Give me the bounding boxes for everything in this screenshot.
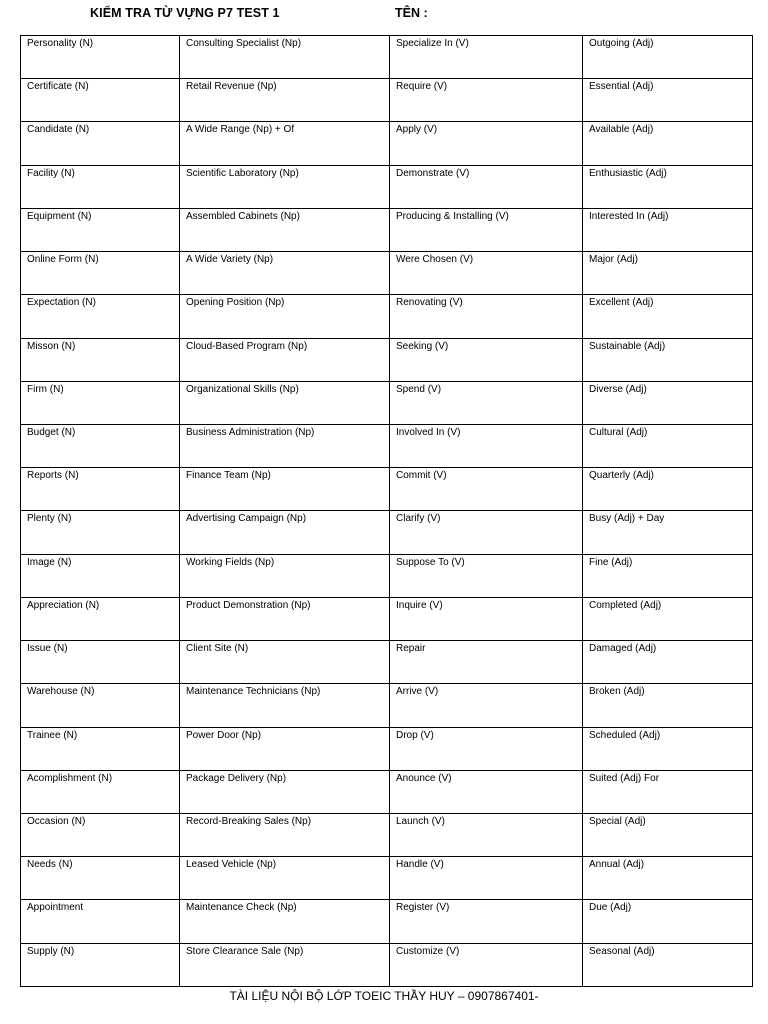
table-row: [21, 424, 753, 467]
vocab-cell-noun-phrase: A Wide Variety (Np): [180, 252, 390, 295]
vocab-cell-noun: Trainee (N): [21, 727, 180, 770]
vocab-cell-noun: Firm (N): [21, 381, 180, 424]
vocab-cell-adjective: Enthusiastic (Adj): [583, 165, 753, 208]
vocab-cell-adjective: Quarterly (Adj): [583, 468, 753, 511]
vocab-cell-adjective: Seasonal (Adj): [583, 943, 753, 986]
vocab-cell-noun: Appreciation (N): [21, 597, 180, 640]
vocab-cell-noun: Warehouse (N): [21, 684, 180, 727]
vocab-cell-verb: Spend (V): [390, 381, 583, 424]
vocab-cell-noun: Needs (N): [21, 857, 180, 900]
vocab-cell-adjective: Busy (Adj) + Day: [583, 511, 753, 554]
vocab-cell-adjective: Diverse (Adj): [583, 381, 753, 424]
vocab-cell-verb: Launch (V): [390, 813, 583, 856]
vocab-cell-noun: Acomplishment (N): [21, 770, 180, 813]
vocab-cell-noun-phrase: Finance Team (Np): [180, 468, 390, 511]
table-row: [21, 813, 753, 856]
vocab-cell-noun-phrase: Opening Position (Np): [180, 295, 390, 338]
vocab-cell-verb: Anounce (V): [390, 770, 583, 813]
vocabulary-table-body: [21, 36, 753, 987]
table-row: [21, 943, 753, 986]
table-row: [21, 684, 753, 727]
footer-text: TÀI LIỆU NỘI BỘ LỚP TOEIC THẦY HUY – 0907867401-: [229, 989, 539, 1003]
vocab-cell-adjective: Excellent (Adj): [583, 295, 753, 338]
vocab-cell-adjective: Cultural (Adj): [583, 424, 753, 467]
table-row: [21, 208, 753, 251]
vocab-cell-verb: Renovating (V): [390, 295, 583, 338]
vocab-cell-noun: Certificate (N): [21, 79, 180, 122]
table-row: [21, 511, 753, 554]
vocab-cell-noun-phrase: Assembled Cabinets (Np): [180, 208, 390, 251]
vocabulary-table: [20, 35, 753, 987]
vocab-cell-verb: Commit (V): [390, 468, 583, 511]
vocab-cell-adjective: Due (Adj): [583, 900, 753, 943]
table-row: [21, 900, 753, 943]
vocab-cell-verb: Suppose To (V): [390, 554, 583, 597]
table-row: [21, 597, 753, 640]
vocab-cell-adjective: Major (Adj): [583, 252, 753, 295]
vocab-cell-noun-phrase: Consulting Specialist (Np): [180, 36, 390, 79]
vocab-cell-noun-phrase: Leased Vehicle (Np): [180, 857, 390, 900]
vocab-cell-verb: Customize (V): [390, 943, 583, 986]
vocab-cell-verb: Register (V): [390, 900, 583, 943]
vocab-cell-adjective: Suited (Adj) For: [583, 770, 753, 813]
vocab-cell-noun-phrase: Maintenance Check (Np): [180, 900, 390, 943]
table-row: [21, 727, 753, 770]
vocab-cell-noun-phrase: Power Door (Np): [180, 727, 390, 770]
vocab-cell-noun-phrase: Client Site (N): [180, 641, 390, 684]
vocab-cell-noun: Image (N): [21, 554, 180, 597]
vocab-cell-verb: Clarify (V): [390, 511, 583, 554]
vocab-cell-adjective: Interested In (Adj): [583, 208, 753, 251]
vocab-cell-adjective: Outgoing (Adj): [583, 36, 753, 79]
vocab-cell-noun: Occasion (N): [21, 813, 180, 856]
vocab-cell-verb: Demonstrate (V): [390, 165, 583, 208]
vocab-cell-adjective: Scheduled (Adj): [583, 727, 753, 770]
vocab-cell-verb: Seeking (V): [390, 338, 583, 381]
vocab-cell-adjective: Damaged (Adj): [583, 641, 753, 684]
vocab-cell-adjective: Essential (Adj): [583, 79, 753, 122]
vocab-cell-noun-phrase: Cloud-Based Program (Np): [180, 338, 390, 381]
vocab-cell-verb: Were Chosen (V): [390, 252, 583, 295]
vocab-cell-noun-phrase: Advertising Campaign (Np): [180, 511, 390, 554]
vocab-cell-noun-phrase: Package Delivery (Np): [180, 770, 390, 813]
vocab-cell-verb: Drop (V): [390, 727, 583, 770]
vocab-cell-verb: Apply (V): [390, 122, 583, 165]
table-row: [21, 295, 753, 338]
vocab-cell-noun: Appointment: [21, 900, 180, 943]
vocab-cell-verb: Producing & Installing (V): [390, 208, 583, 251]
vocab-cell-noun: Personality (N): [21, 36, 180, 79]
table-row: [21, 641, 753, 684]
vocab-cell-verb: Arrive (V): [390, 684, 583, 727]
vocab-cell-noun-phrase: Product Demonstration (Np): [180, 597, 390, 640]
table-row: [21, 36, 753, 79]
vocab-cell-verb: Specialize In (V): [390, 36, 583, 79]
table-row: [21, 79, 753, 122]
vocab-cell-noun: Facility (N): [21, 165, 180, 208]
vocab-cell-verb: Handle (V): [390, 857, 583, 900]
vocab-cell-noun-phrase: Maintenance Technicians (Np): [180, 684, 390, 727]
vocab-cell-adjective: Broken (Adj): [583, 684, 753, 727]
vocab-cell-noun: Candidate (N): [21, 122, 180, 165]
vocab-cell-noun-phrase: A Wide Range (Np) + Of: [180, 122, 390, 165]
table-row: [21, 165, 753, 208]
vocab-cell-adjective: Completed (Adj): [583, 597, 753, 640]
vocab-cell-noun-phrase: Working Fields (Np): [180, 554, 390, 597]
vocab-cell-noun: Budget (N): [21, 424, 180, 467]
vocab-cell-adjective: Annual (Adj): [583, 857, 753, 900]
vocab-cell-noun: Plenty (N): [21, 511, 180, 554]
table-row: [21, 381, 753, 424]
vocab-cell-noun: Reports (N): [21, 468, 180, 511]
vocab-cell-noun-phrase: Scientific Laboratory (Np): [180, 165, 390, 208]
table-row: [21, 252, 753, 295]
vocab-cell-noun-phrase: Record-Breaking Sales (Np): [180, 813, 390, 856]
vocab-cell-noun: Equipment (N): [21, 208, 180, 251]
vocab-cell-noun: Expectation (N): [21, 295, 180, 338]
vocab-cell-verb: Inquire (V): [390, 597, 583, 640]
vocab-cell-adjective: Available (Adj): [583, 122, 753, 165]
vocab-cell-noun: Online Form (N): [21, 252, 180, 295]
name-label: TÊN :: [395, 6, 428, 20]
vocab-cell-adjective: Fine (Adj): [583, 554, 753, 597]
vocab-cell-noun: Issue (N): [21, 641, 180, 684]
vocab-cell-verb: Repair: [390, 641, 583, 684]
vocab-cell-verb: Require (V): [390, 79, 583, 122]
vocab-cell-noun-phrase: Business Administration (Np): [180, 424, 390, 467]
vocab-cell-noun-phrase: Organizational Skills (Np): [180, 381, 390, 424]
vocab-cell-verb: Involved In (V): [390, 424, 583, 467]
table-row: [21, 122, 753, 165]
table-row: [21, 770, 753, 813]
vocab-cell-noun-phrase: Store Clearance Sale (Np): [180, 943, 390, 986]
table-row: [21, 338, 753, 381]
table-row: [21, 554, 753, 597]
vocab-cell-adjective: Sustainable (Adj): [583, 338, 753, 381]
table-row: [21, 468, 753, 511]
vocab-cell-adjective: Special (Adj): [583, 813, 753, 856]
table-row: [21, 857, 753, 900]
vocab-cell-noun-phrase: Retail Revenue (Np): [180, 79, 390, 122]
page-title: KIỂM TRA TỪ VỰNG P7 TEST 1: [90, 6, 280, 20]
vocab-cell-noun: Supply (N): [21, 943, 180, 986]
vocab-cell-noun: Misson (N): [21, 338, 180, 381]
